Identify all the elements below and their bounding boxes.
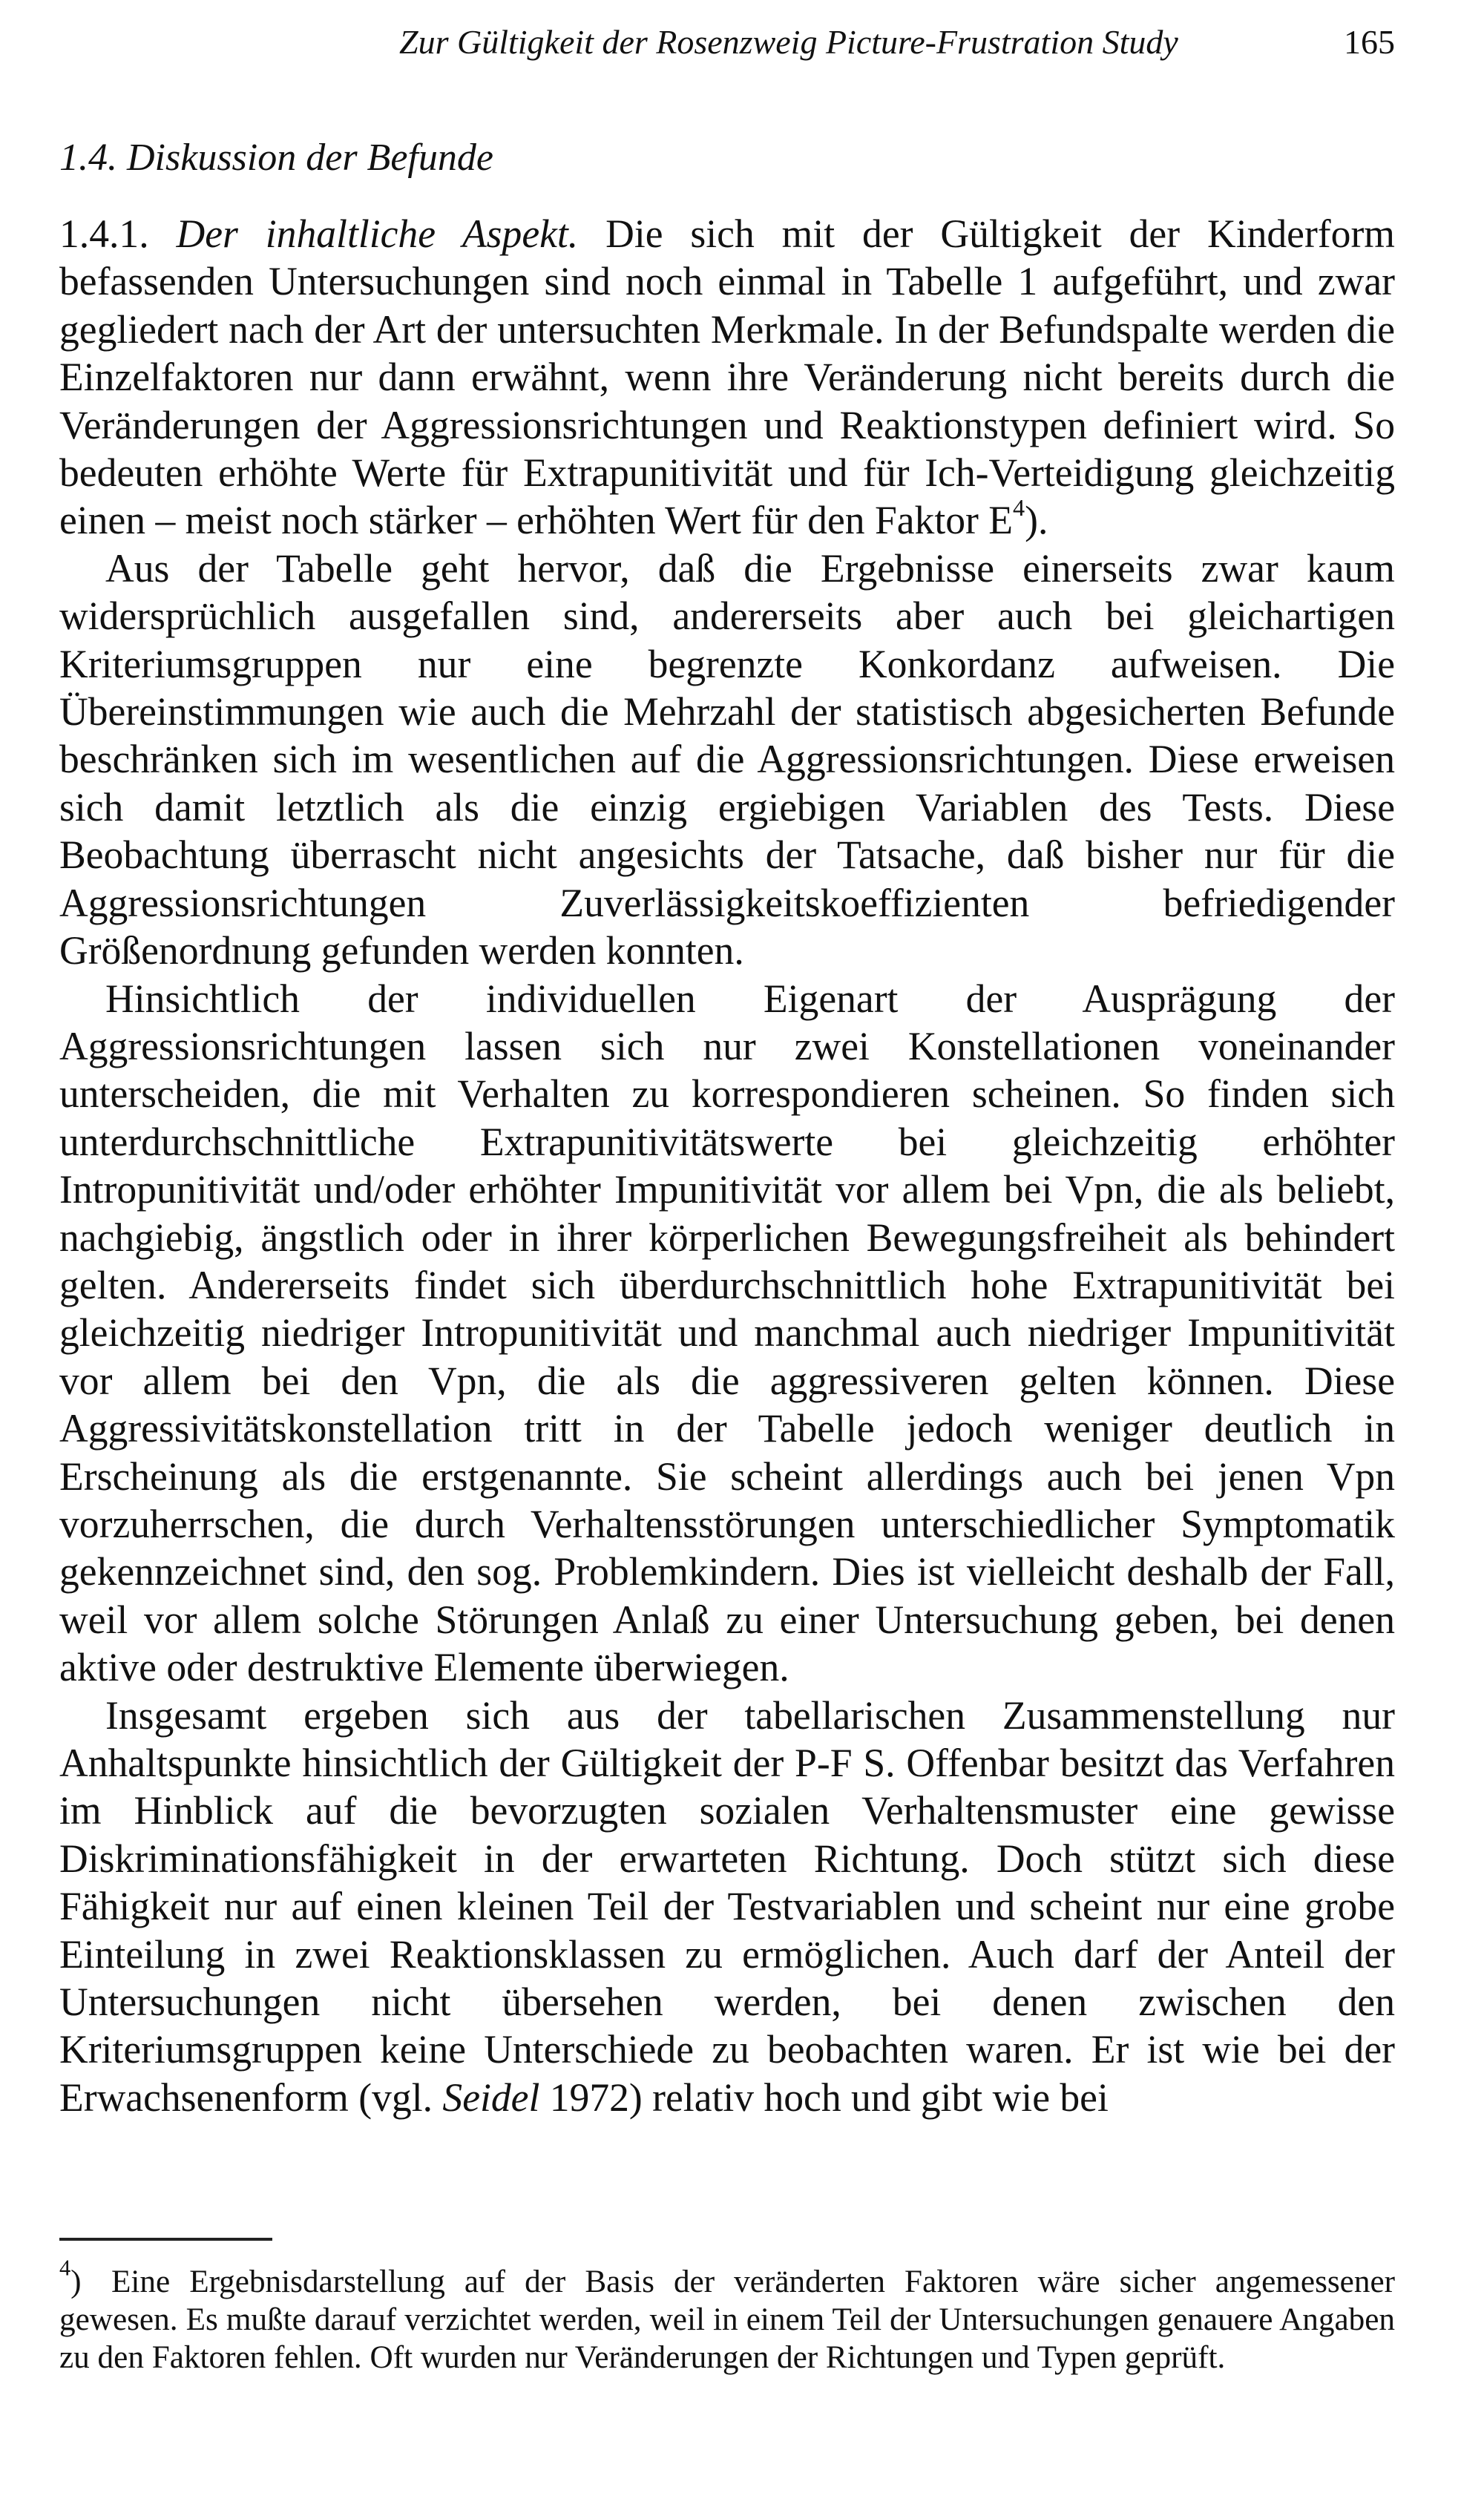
- cited-author: Seidel: [442, 2075, 540, 2120]
- paragraph-1-end: ).: [1025, 498, 1048, 543]
- paragraph-3: Hinsichtlich der individuellen Eigenart der Ausprägung der Aggressionsrichtungen lassen sich nur zwei Konstellationen voneinander unterscheiden, die mit Verhalten zu korrespondieren scheinen. So finden sich unterdurchschnittliche Extrapunitivitätswerte bei gleichzeitig erhöhter Intropunitivität und/oder erhöhter Impunitivität vor allem bei Vpn, die als beliebt, nachgiebig, ängstlich oder in ihrer körperlichen Bewegungsfreiheit als behindert gelten. Andererseits findet sich überdurchschnittlich hohe Extrapunitivität bei gleichzeitig niedriger Intropunitivität und manchmal auch niedriger Impunitivität vor allem bei den Vpn, die als die aggressiveren gelten können. Diese Aggressivitätskonstellation tritt in der Tabelle jedoch weniger deutlich in Erscheinung als die erstgenannte. Sie scheint allerdings auch bei jenen Vpn vorzuherrschen, die durch Verhaltensstörungen unterschiedlicher Symptomatik gekennzeichnet sind, den sog. Problemkindern. Dies ist vielleicht deshalb der Fall, weil vor allem solche Störungen Anlaß zu einer Untersuchung geben, bei denen aktive oder destruktive Elemente überwiegen.: [59, 976, 1395, 1690]
- section-heading: 1.4. Diskussion der Befunde: [59, 137, 493, 179]
- footnote-text: Eine Ergebnisdarstellung auf der Basis der veränderten Faktoren wäre sicher angemessener gewesen. Es mußte darauf verzichtet werden, weil in einem Teil der Untersuchungen genauere Angaben zu den Faktoren fehlen. Oft wurden nur Veränderungen der Richtungen und Typen geprüft.: [59, 2264, 1395, 2375]
- footnote-marker: $^4$): [59, 2255, 82, 2299]
- footnote-reference: 4: [1013, 494, 1025, 522]
- footnote-divider: [59, 2238, 272, 2241]
- page-number: 165: [1344, 23, 1395, 61]
- running-head: [59, 16, 1395, 68]
- body-text: [59, 210, 1395, 2121]
- running-title: Zur Gültigkeit der Rosenzweig Picture-Frustration Study: [399, 23, 1178, 61]
- subsection-title: Der inhaltliche Aspekt.: [176, 211, 579, 256]
- paragraph-1: [59, 210, 1395, 545]
- paragraph-2: Aus der Tabelle geht hervor, daß die Ergebnisse einerseits zwar kaum widersprüchlich ausgefallen sind, andererseits aber auch bei gleichartigen Kriteriumsgruppen nur eine begrenzte Konkordanz aufweisen. Die Übereinstimmungen wie auch die Mehrzahl der statistisch abgesicherten Befunde beschränken sich im wesentlichen auf die Aggressionsrichtungen. Diese erweisen sich damit letztlich als die einzig ergiebigen Variablen des Tests. Diese Beobachtung überrascht nicht angesichts der Tatsache, daß bisher nur für die Aggressionsrichtungen Zuverlässigkeitskoeffizienten befriedigender Größenordnung gefunden werden konnten.: [59, 545, 1395, 973]
- footnote: [59, 2255, 1395, 2377]
- paragraph-4-text: Insgesamt ergeben sich aus der tabellarischen Zusammenstellung nur Anhaltspunkte hinsichtlich der Gültigkeit der P-F S. Offenbar besitzt das Verfahren im Hinblick auf die bevorzugten sozialen Verhaltensmuster eine gewisse Diskriminationsfähigkeit in der erwarteten Richtung. Doch stützt sich diese Fähigkeit nur auf einen kleinen Teil der Testvariablen und scheint nur eine grobe Einteilung in zwei Reaktionsklassen zu ermöglichen. Auch darf der Anteil der Untersuchungen nicht übersehen werden, bei denen zwischen den Kriteriumsgruppen keine Unterschiede zu beobachten waren. Er ist wie bei der Erwachsenenform (vgl.: [59, 1692, 1395, 2120]
- subsection-number: 1.4.1.: [59, 211, 149, 256]
- paragraph-1-text: Die sich mit der Gültigkeit der Kinderform befassenden Untersuchungen sind noch einmal in Tabelle 1 aufgeführt, und zwar gegliedert nach der Art der untersuchten Merkmale. In der Befundspalte werden die Einzelfaktoren nur dann erwähnt, wenn ihre Veränderung nicht bereits durch die Veränderungen der Aggressionsrichtungen und Reaktionstypen definiert wird. So bedeuten erhöhte Werte für Extrapunitivität und für Ich-Verteidigung gleichzeitig einen – meist noch stärker – erhöhten Wert für den Faktor E: [59, 211, 1395, 543]
- paragraph-4-end: 1972) relativ hoch und gibt wie bei: [539, 2075, 1109, 2120]
- paragraph-4: [59, 1692, 1395, 2122]
